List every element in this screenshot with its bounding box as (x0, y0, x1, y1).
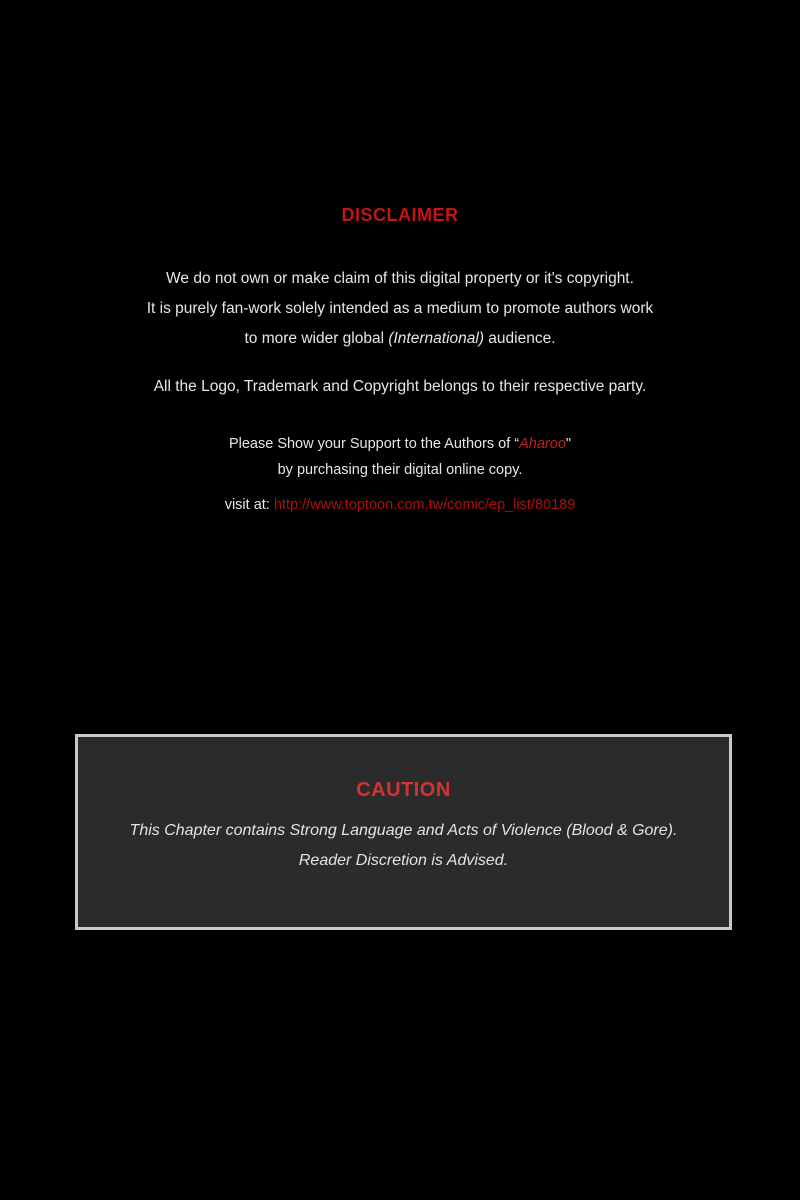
disclaimer-heading: DISCLAIMER (341, 205, 459, 225)
disclaimer-line-3-post: audience. (483, 330, 556, 347)
toptoon-url-link[interactable]: http://www.toptoon.com.tw/comic/ep_list/80189 (273, 497, 576, 513)
support-line-2: by purchasing their digital online copy. (277, 462, 523, 478)
support-line-1 (0, 431, 800, 457)
caution-box (75, 734, 732, 930)
support-line-1-pre: Please Show your Support to the Authors of “ (228, 436, 520, 452)
disclaimer-line-1: We do not own or make claim of this digital property or it's copyright. (166, 270, 634, 287)
caution-line-2: Reader Discretion is Advised. (298, 852, 509, 869)
disclaimer-paragraph-support (0, 431, 800, 483)
support-line-1-post: " (565, 436, 572, 452)
visit-label: visit at: (224, 497, 274, 513)
caution-heading: CAUTION (356, 779, 451, 801)
disclaimer-paragraph-ownership (0, 264, 800, 354)
visit-line (0, 497, 800, 513)
disclaimer-line-3-pre: to more wider global (244, 330, 389, 347)
series-title: Aharoo (519, 436, 566, 452)
disclaimer-line-2: It is purely fan-work solely intended as a medium to promote authors work (146, 300, 654, 317)
caution-text (78, 816, 729, 876)
international-emphasis: (International) (388, 330, 484, 347)
caution-line-1: This Chapter contains Strong Language and Acts of Violence (Blood & Gore). (129, 822, 678, 839)
disclaimer-line-3 (0, 324, 800, 354)
disclaimer-paragraph-trademark: All the Logo, Trademark and Copyright belongs to their respective party. (153, 378, 647, 395)
